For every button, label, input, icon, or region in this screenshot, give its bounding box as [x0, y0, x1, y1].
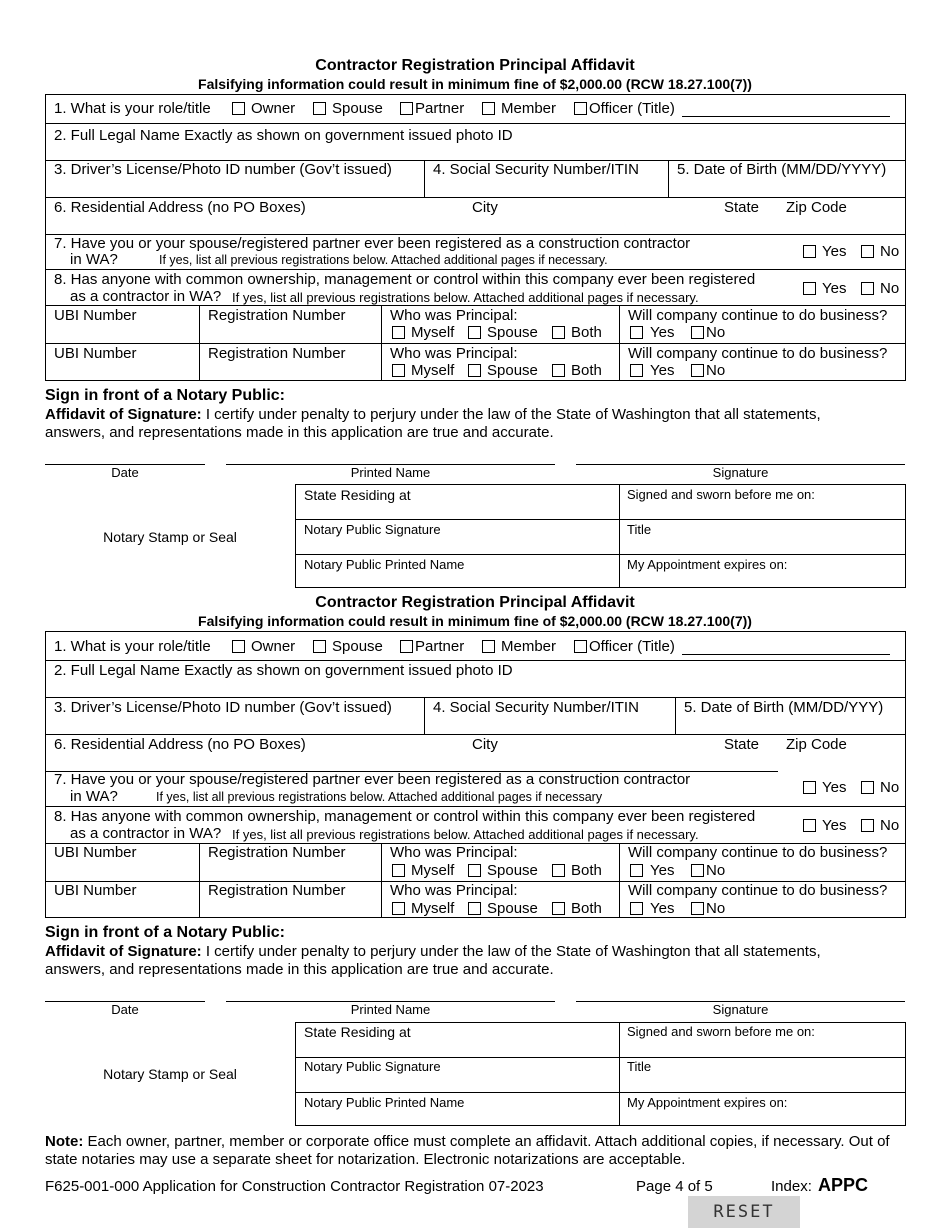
- role-owner-label: Owner: [251, 638, 296, 655]
- appointment-expires-field[interactable]: [619, 1093, 905, 1126]
- full-name-label: 2. Full Legal Name Exactly as shown on government issued photo ID: [54, 662, 513, 679]
- note-bold: Note:: [45, 1133, 84, 1150]
- date-label: Date: [111, 465, 139, 480]
- notary-stamp-label: Notary Stamp or Seal: [103, 1066, 237, 1082]
- ssn-label: 4. Social Security Number/ITIN: [433, 161, 639, 178]
- continue-no-label: No: [706, 362, 726, 379]
- notary-row: [296, 1092, 905, 1126]
- q8-row: [46, 269, 905, 305]
- q7-yes-label: Yes: [822, 779, 847, 796]
- printed-name-label: Printed Name: [350, 1002, 431, 1017]
- continue-yes-label: Yes: [650, 862, 675, 879]
- continue-yes-label: Yes: [650, 362, 675, 379]
- q7-yes-checkbox[interactable]: [803, 781, 816, 794]
- continue-label: Will company continue to do business?: [628, 345, 888, 362]
- q7-no-checkbox[interactable]: [861, 781, 874, 794]
- continue-yes-checkbox[interactable]: [630, 326, 643, 339]
- principal-both-checkbox[interactable]: [552, 326, 565, 339]
- registration-number-field[interactable]: [199, 344, 381, 381]
- principal-cell: [381, 344, 619, 381]
- state-residing-label: State Residing at: [304, 487, 411, 503]
- role-officer-checkbox[interactable]: [574, 640, 587, 653]
- role-spouse-label: Spouse: [332, 638, 383, 655]
- affidavit-title: Contractor Registration Principal Affidavit: [315, 57, 635, 74]
- q7-note: If yes, list all previous registrations below. Attached additional pages if necessary.: [159, 253, 608, 267]
- address-label: 6. Residential Address (no PO Boxes): [54, 199, 306, 216]
- q7-no-label: No: [880, 243, 900, 260]
- q7-row: [46, 234, 905, 269]
- role-spouse-checkbox[interactable]: [313, 102, 326, 115]
- principal-spouse-label: Spouse: [487, 324, 538, 341]
- affidavit-table: [45, 94, 906, 381]
- appointment-label: My Appointment expires on:: [627, 1095, 788, 1110]
- state-residing-label: State Residing at: [304, 1024, 411, 1040]
- continue-label: Will company continue to do business?: [628, 882, 888, 899]
- drivers-license-label: 3. Driver’s License/Photo ID number (Gov’t issued): [54, 161, 392, 178]
- address-label: 6. Residential Address (no PO Boxes): [54, 736, 306, 753]
- role-officer-checkbox[interactable]: [574, 102, 587, 115]
- continue-yes-checkbox[interactable]: [630, 864, 643, 877]
- notary-stamp-label: Notary Stamp or Seal: [103, 529, 237, 545]
- notary-printed-name-field[interactable]: [296, 1093, 619, 1126]
- q7-yes-checkbox[interactable]: [803, 245, 816, 258]
- notary-printed-label: Notary Public Printed Name: [304, 557, 465, 572]
- principal-spouse-checkbox[interactable]: [468, 902, 481, 915]
- principal-spouse-label: Spouse: [487, 900, 538, 917]
- appointment-label: My Appointment expires on:: [627, 557, 788, 572]
- role-member-label: Member: [501, 638, 557, 655]
- principal-myself-checkbox[interactable]: [392, 364, 405, 377]
- ubi-field[interactable]: [46, 344, 199, 381]
- registration-number-label: Registration Number: [208, 882, 346, 899]
- role-partner-checkbox[interactable]: [400, 102, 413, 115]
- full-name-row[interactable]: [46, 123, 905, 160]
- notary-row: [296, 554, 905, 588]
- principal-cell: [381, 882, 619, 918]
- q8-no-checkbox[interactable]: [861, 282, 874, 295]
- registration-number-field[interactable]: [199, 882, 381, 918]
- affidavit-statement: [45, 943, 875, 979]
- state-label: State: [724, 736, 760, 753]
- city-label: City: [472, 199, 498, 216]
- sworn-date-field[interactable]: [619, 485, 905, 519]
- principal-both-checkbox[interactable]: [552, 864, 565, 877]
- role-spouse-label: Spouse: [332, 100, 383, 117]
- principal-spouse-checkbox[interactable]: [468, 326, 481, 339]
- continue-no-checkbox[interactable]: [691, 902, 704, 915]
- registration-row: [46, 881, 905, 918]
- continue-label: Will company continue to do business?: [628, 844, 888, 861]
- principal-spouse-label: Spouse: [487, 362, 538, 379]
- ssn-label: 4. Social Security Number/ITIN: [433, 699, 639, 716]
- role-member-checkbox[interactable]: [482, 640, 495, 653]
- officer-title-field[interactable]: [682, 654, 890, 655]
- dob-field[interactable]: [675, 698, 905, 734]
- q8-row: [46, 806, 905, 843]
- sworn-date-field[interactable]: [619, 1023, 905, 1057]
- principal-spouse-label: Spouse: [487, 862, 538, 879]
- continue-no-checkbox[interactable]: [691, 864, 704, 877]
- notary-signature-label: Notary Public Signature: [304, 1059, 441, 1074]
- role-partner-checkbox[interactable]: [400, 640, 413, 653]
- role-partner-label: Partner: [415, 100, 465, 117]
- notary-title-field[interactable]: [619, 1058, 905, 1092]
- notary-heading: Sign in front of a Notary Public:: [45, 924, 285, 941]
- principal-spouse-checkbox[interactable]: [468, 864, 481, 877]
- affidavit-table: [45, 631, 906, 918]
- notary-table: [295, 1022, 906, 1126]
- ubi-field[interactable]: [46, 882, 199, 918]
- continue-no-label: No: [706, 900, 726, 917]
- affidavit-bold: Affidavit of Signature:: [45, 406, 202, 423]
- principal-label: Who was Principal:: [390, 844, 518, 861]
- principal-myself-label: Myself: [411, 900, 455, 917]
- reset-button[interactable]: RESET: [688, 1196, 800, 1228]
- q7-no-checkbox[interactable]: [861, 245, 874, 258]
- principal-myself-checkbox[interactable]: [392, 326, 405, 339]
- signature-label: Signature: [712, 465, 769, 480]
- footer-note: [45, 1133, 895, 1169]
- role-owner-checkbox[interactable]: [232, 640, 245, 653]
- q8-no-label: No: [880, 280, 900, 297]
- role-member-checkbox[interactable]: [482, 102, 495, 115]
- q8-yes-checkbox[interactable]: [803, 282, 816, 295]
- principal-both-label: Both: [571, 900, 602, 917]
- drivers-license-field[interactable]: [46, 161, 424, 197]
- ubi-field[interactable]: [46, 844, 199, 881]
- ubi-label: UBI Number: [54, 345, 137, 362]
- notary-row: [296, 1023, 905, 1057]
- affidavit-text: I certify under penalty to perjury under the law of the State of Washington that all statements, answers, and representations made in this application are true and accurate.: [45, 943, 821, 978]
- signature-label: Signature: [712, 1002, 769, 1017]
- principal-myself-checkbox[interactable]: [392, 864, 405, 877]
- q7-text: 7. Have you or your spouse/registered partner ever been registered as a construction contractor: [54, 771, 691, 788]
- role-spouse-checkbox[interactable]: [313, 640, 326, 653]
- officer-title-field[interactable]: [682, 116, 890, 117]
- dob-label: 5. Date of Birth (MM/DD/YYYY): [677, 161, 887, 178]
- role-owner-checkbox[interactable]: [232, 102, 245, 115]
- q8-note: If yes, list all previous registrations below. Attached additional pages if necessary.: [232, 827, 699, 842]
- continue-cell: [619, 344, 905, 381]
- registration-number-field[interactable]: [199, 306, 381, 343]
- city-label: City: [472, 736, 498, 753]
- notary-title-field[interactable]: [619, 520, 905, 554]
- q7-text-line2: in WA?: [70, 251, 118, 268]
- notary-printed-label: Notary Public Printed Name: [304, 1095, 465, 1110]
- continue-no-checkbox[interactable]: [691, 364, 704, 377]
- q8-yes-label: Yes: [822, 817, 847, 834]
- role-officer-label: Officer (Title): [589, 638, 675, 655]
- continue-label: Will company continue to do business?: [628, 307, 888, 324]
- notary-signature-field[interactable]: [296, 1058, 619, 1092]
- role-row: [46, 95, 905, 123]
- role-member-label: Member: [501, 100, 557, 117]
- continue-no-label: No: [706, 324, 726, 341]
- registration-row: [46, 343, 905, 381]
- ubi-label: UBI Number: [54, 307, 137, 324]
- q8-text: 8. Has anyone with common ownership, management or control within this company ever been registered: [54, 808, 756, 825]
- q7-row: [46, 771, 905, 806]
- page-number: Page 4 of 5: [636, 1178, 713, 1195]
- q8-yes-checkbox[interactable]: [803, 819, 816, 832]
- principal-spouse-checkbox[interactable]: [468, 364, 481, 377]
- q8-text-line2: as a contractor in WA?: [70, 825, 222, 842]
- principal-myself-label: Myself: [411, 862, 455, 879]
- principal-label: Who was Principal:: [390, 345, 518, 362]
- appointment-expires-field[interactable]: [619, 555, 905, 588]
- principal-both-label: Both: [571, 324, 602, 341]
- drivers-license-field[interactable]: [46, 698, 424, 734]
- fine-warning: Falsifying information could result in minimum fine of $2,000.00 (RCW 18.27.100(7)): [198, 76, 752, 92]
- q7-yes-label: Yes: [822, 243, 847, 260]
- address-row[interactable]: [46, 197, 905, 234]
- state-label: State: [724, 199, 760, 216]
- continue-yes-checkbox[interactable]: [630, 364, 643, 377]
- principal-label: Who was Principal:: [390, 882, 518, 899]
- q8-text: 8. Has anyone with common ownership, management or control within this company ever been registered: [54, 271, 756, 288]
- notary-printed-name-field[interactable]: [296, 555, 619, 588]
- principal-myself-label: Myself: [411, 362, 455, 379]
- notary-row: [296, 519, 905, 554]
- ubi-label: UBI Number: [54, 844, 137, 861]
- continue-yes-label: Yes: [650, 900, 675, 917]
- registration-number-label: Registration Number: [208, 345, 346, 362]
- notary-table: [295, 484, 906, 588]
- principal-myself-checkbox[interactable]: [392, 902, 405, 915]
- notary-row: [296, 1057, 905, 1092]
- ssn-field[interactable]: [424, 161, 668, 197]
- q7-note: If yes, list all previous registrations below. Attached additional pages if necessary: [156, 790, 603, 804]
- continue-yes-label: Yes: [650, 324, 675, 341]
- notary-heading: Sign in front of a Notary Public:: [45, 387, 285, 404]
- registration-row: [46, 843, 905, 881]
- principal-both-checkbox[interactable]: [552, 364, 565, 377]
- principal-both-label: Both: [571, 862, 602, 879]
- registration-number-label: Registration Number: [208, 844, 346, 861]
- continue-cell: [619, 882, 905, 918]
- affidavit-title: Contractor Registration Principal Affidavit: [315, 594, 635, 611]
- continue-no-checkbox[interactable]: [691, 326, 704, 339]
- principal-both-label: Both: [571, 362, 602, 379]
- continue-yes-checkbox[interactable]: [630, 902, 643, 915]
- note-text: Each owner, partner, member or corporate office must complete an affidavit. Attach additional copies, if necessary. Out of state notaries may use a separate sheet for notarization. Electronic notarizations are acceptable.: [45, 1133, 890, 1168]
- dob-field[interactable]: [668, 161, 905, 197]
- notary-signature-field[interactable]: [296, 520, 619, 554]
- principal-myself-label: Myself: [411, 324, 455, 341]
- form-id: F625-001-000 Application for Construction Contractor Registration 07-2023: [45, 1178, 544, 1195]
- sworn-label: Signed and sworn before me on:: [627, 487, 815, 502]
- ssn-field[interactable]: [424, 698, 675, 734]
- id-row: [46, 697, 905, 734]
- notary-row: [296, 485, 905, 519]
- registration-number-field[interactable]: [199, 844, 381, 881]
- role-partner-label: Partner: [415, 638, 465, 655]
- continue-cell: [619, 844, 905, 881]
- index-value: APPC: [818, 1175, 869, 1195]
- state-residing-field[interactable]: [296, 485, 619, 519]
- id-row: [46, 160, 905, 197]
- zip-label: Zip Code: [786, 199, 847, 216]
- q7-no-label: No: [880, 779, 900, 796]
- principal-cell: [381, 844, 619, 881]
- printed-name-label: Printed Name: [350, 465, 431, 480]
- role-officer-label: Officer (Title): [589, 100, 675, 117]
- role-question: 1. What is your role/title: [54, 638, 211, 655]
- fine-warning: Falsifying information could result in minimum fine of $2,000.00 (RCW 18.27.100(7)): [198, 613, 752, 629]
- date-label: Date: [111, 1002, 139, 1017]
- dob-label: 5. Date of Birth (MM/DD/YYY): [684, 699, 884, 716]
- affidavit-text: I certify under penalty to perjury under the law of the State of Washington that all statements, answers, and representations made in this application are true and accurate.: [45, 406, 821, 441]
- q7-text: 7. Have you or your spouse/registered partner ever been registered as a construction contractor: [54, 235, 691, 252]
- q7-text-line2: in WA?: [70, 788, 118, 805]
- q8-no-checkbox[interactable]: [861, 819, 874, 832]
- role-row: [46, 632, 905, 660]
- principal-label: Who was Principal:: [390, 307, 518, 324]
- title-label: Title: [627, 522, 652, 537]
- affidavit-bold: Affidavit of Signature:: [45, 943, 202, 960]
- full-name-label: 2. Full Legal Name Exactly as shown on government issued photo ID: [54, 127, 513, 144]
- full-name-row[interactable]: [46, 660, 905, 697]
- title-label: Title: [627, 1059, 652, 1074]
- ubi-label: UBI Number: [54, 882, 137, 899]
- role-owner-label: Owner: [251, 100, 296, 117]
- principal-cell: [381, 306, 619, 343]
- role-question: 1. What is your role/title: [54, 100, 211, 117]
- continue-cell: [619, 306, 905, 343]
- registration-number-label: Registration Number: [208, 307, 346, 324]
- q8-no-label: No: [880, 817, 900, 834]
- q8-note: If yes, list all previous registrations below. Attached additional pages if necessary.: [232, 290, 699, 305]
- zip-label: Zip Code: [786, 736, 847, 753]
- sworn-label: Signed and sworn before me on:: [627, 1024, 815, 1039]
- q8-text-line2: as a contractor in WA?: [70, 288, 222, 305]
- q8-yes-label: Yes: [822, 280, 847, 297]
- index-label: Index:: [771, 1178, 812, 1195]
- continue-no-label: No: [706, 862, 726, 879]
- ubi-field[interactable]: [46, 306, 199, 343]
- drivers-license-label: 3. Driver’s License/Photo ID number (Gov’t issued): [54, 699, 392, 716]
- state-residing-field[interactable]: [296, 1023, 619, 1057]
- address-row[interactable]: [46, 734, 905, 771]
- principal-both-checkbox[interactable]: [552, 902, 565, 915]
- notary-signature-label: Notary Public Signature: [304, 522, 441, 537]
- registration-row: [46, 305, 905, 343]
- affidavit-statement: [45, 406, 875, 442]
